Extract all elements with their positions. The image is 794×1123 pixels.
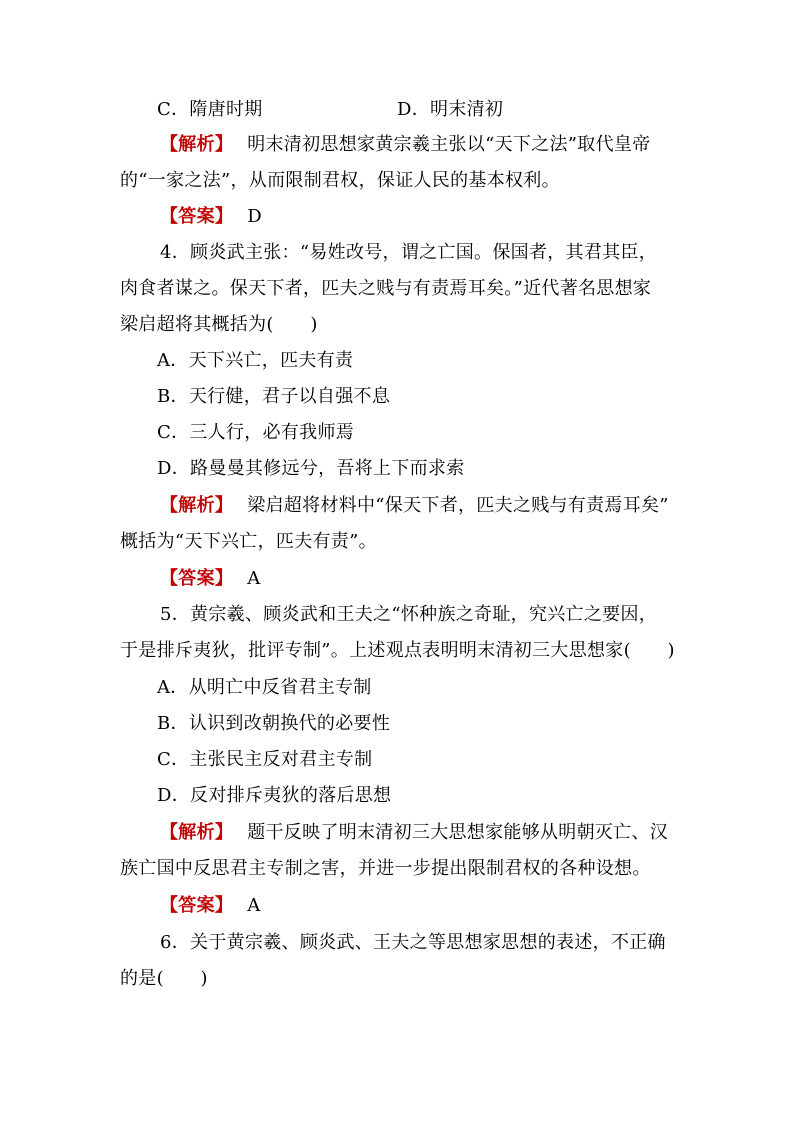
q5-stem-line2: 于是排斥夷狄，批评专制”。上述观点表明明末清初三大思想家( ) [120, 640, 675, 661]
q5-option-d: D．反对排斥夷狄的落后思想 [157, 785, 392, 806]
q3-answer-line [160, 205, 262, 229]
analysis-tag: 【解析】 [160, 822, 234, 843]
analysis-tag: 【解析】 [160, 495, 234, 516]
q3-answer-value: D [247, 206, 262, 227]
analysis-tag: 【解析】 [160, 134, 234, 155]
q5-analysis-line2: 族亡国中反思君主专制之害，并进一步提出限制君权的各种设想。 [120, 858, 651, 879]
q6-stem-line1: 6．关于黄宗羲、顾炎武、王夫之等思想家思想的表述，不正确 [160, 932, 666, 953]
q5-analysis-line1 [160, 821, 668, 845]
answer-tag: 【答案】 [160, 895, 234, 916]
q5-answer-line [160, 894, 261, 918]
q4-analysis-line1 [160, 494, 669, 518]
q5-option-b: B．认识到改朝换代的必要性 [157, 713, 391, 734]
q5-option-a: A．从明亡中反省君主专制 [157, 677, 372, 698]
q4-stem-line1: 4．顾炎武主张：“易姓改号，谓之亡国。保国者，其君其臣， [160, 242, 658, 263]
q3-analysis-line2: 的“一家之法”，从而限制君权，保证人民的基本权利。 [120, 170, 560, 191]
q5-answer-value: A [247, 895, 261, 916]
q5-stem-line1: 5．黄宗羲、顾炎武和王夫之“怀种族之奇耻，究兴亡之要因， [160, 604, 658, 625]
q4-stem-line2: 肉食者谋之。保天下者，匹夫之贱与有责焉耳矣。”近代著名思想家 [120, 278, 652, 299]
q3-option-c: C．隋唐时期 [157, 99, 263, 120]
q4-option-c: C．三人行，必有我师焉 [157, 422, 355, 443]
q3-analysis-line1 [160, 133, 651, 157]
q4-stem-line3: 梁启超将其概括为( ) [120, 314, 318, 335]
q4-answer-value: A [247, 568, 261, 589]
q4-analysis-text1: 梁启超将材料中“保天下者，匹夫之贱与有责焉耳矣” [247, 495, 669, 516]
q5-option-c: C．主张民主反对君主专制 [157, 749, 373, 770]
q4-option-d: D．路曼曼其修远兮，吾将上下而求索 [157, 458, 465, 479]
answer-tag: 【答案】 [160, 206, 234, 227]
answer-tag: 【答案】 [160, 568, 234, 589]
q4-analysis-line2: 概括为“天下兴亡，匹夫有责”。 [120, 531, 377, 552]
q4-answer-line [160, 567, 261, 591]
q4-option-b: B．天行健，君子以自强不息 [157, 386, 391, 407]
q4-option-a: A．天下兴亡，匹夫有责 [157, 350, 354, 371]
q6-stem-line2: 的是( ) [120, 968, 208, 989]
q3-option-d: D．明末清初 [397, 99, 504, 120]
q3-analysis-text1: 明末清初思想家黄宗羲主张以“天下之法”取代皇帝 [247, 134, 651, 155]
q5-analysis-text1: 题干反映了明末清初三大思想家能够从明朝灭亡、汉 [247, 822, 669, 843]
